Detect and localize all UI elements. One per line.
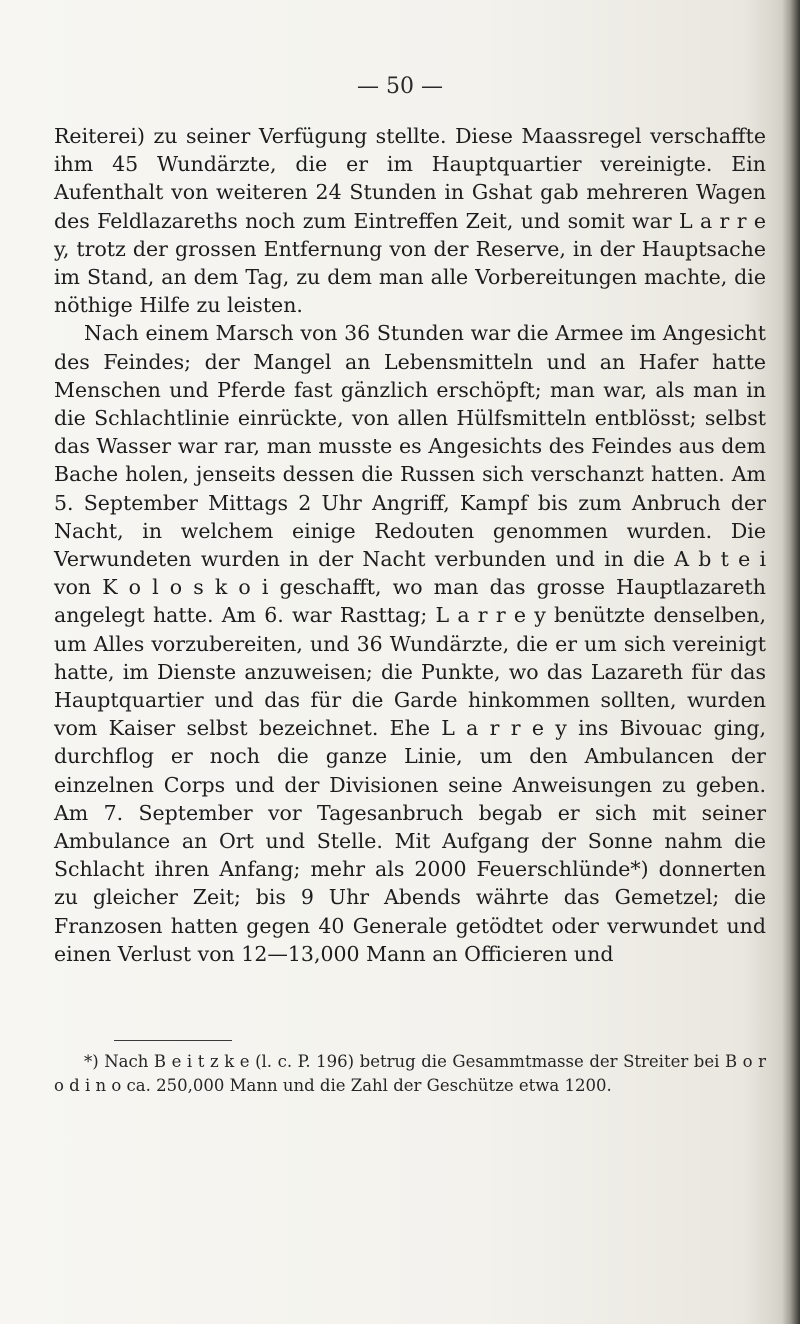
- body-text: [54, 122, 766, 968]
- footnote: [54, 1050, 766, 1098]
- footnote-separator: [114, 1040, 232, 1041]
- paragraph-2: Nach einem Marsch von 36 Stunden war die Armee im Angesicht des Feindes; der Mangel an Lebensmitteln und an Hafer hatte Menschen und Pferde fast gänzlich erschöpft; man war, als man in die Schlachtlinie einrückte, von allen Hülfsmitteln entblösst; selbst das Wasser war rar, man musste es Angesichts des Feindes aus dem Bache holen, jenseits dessen die Russen sich verschanzt hatten. Am 5. September Mittags 2 Uhr Angriff, Kampf bis zum Anbruch der Nacht, in welchem einige Redouten genommen wurden. Die Verwundeten wurden in der Nacht verbunden und in die A b t e i von K o l o s k o i geschafft, wo man das grosse Hauptlazareth angelegt hatte. Am 6. war Rasttag; L a r r e y benützte denselben, um Alles vorzubereiten, und 36 Wundärzte, die er um sich vereinigt hatte, im Dienste anzuweisen; die Punkte, wo das Lazareth für das Hauptquartier und das für die Garde hinkommen sollten, wurden vom Kaiser selbst bezeichnet. Ehe L a r r e y ins Bivouac ging, durchflog er noch die ganze Linie, um den Ambulancen der einzelnen Corps und der Divisionen seine Anweisungen zu geben. Am 7. September vor Tagesanbruch begab er sich mit seiner Ambulance an Ort und Stelle. Mit Aufgang der Sonne nahm die Schlacht ihren Anfang; mehr als 2000 Feuerschlünde*) donnerten zu gleicher Zeit; bis 9 Uhr Abends währte das Gemetzel; die Franzosen hatten gegen 40 Generale getödtet oder verwundet und einen Verlust von 12—13,000 Mann an Officieren und: [54, 321, 766, 966]
- page-binding-shadow: [782, 0, 800, 1324]
- paragraph-1: Reiterei) zu seiner Verfügung stellte. Diese Maassregel verschaffte ihm 45 Wundärzte, die er im Hauptquartier vereinigte. Ein Aufenthalt von weiteren 24 Stunden in Gshat gab mehreren Wagen des Feldlazareths noch zum Eintreffen Zeit, und somit war L a r r e y, trotz der grossen Entfernung von der Reserve, in der Hauptsache im Stand, an dem Tag, zu dem man alle Vorbereitungen machte, die nöthige Hilfe zu leisten.: [54, 124, 766, 318]
- page-number: — 50 —: [357, 74, 443, 99]
- footnote-text: *) Nach B e i t z k e (l. c. P. 196) betrug die Gesammtmasse der Streiter bei B o r o d i n o ca. 250,000 Mann und die Zahl der Geschütze etwa 1200.: [54, 1052, 766, 1095]
